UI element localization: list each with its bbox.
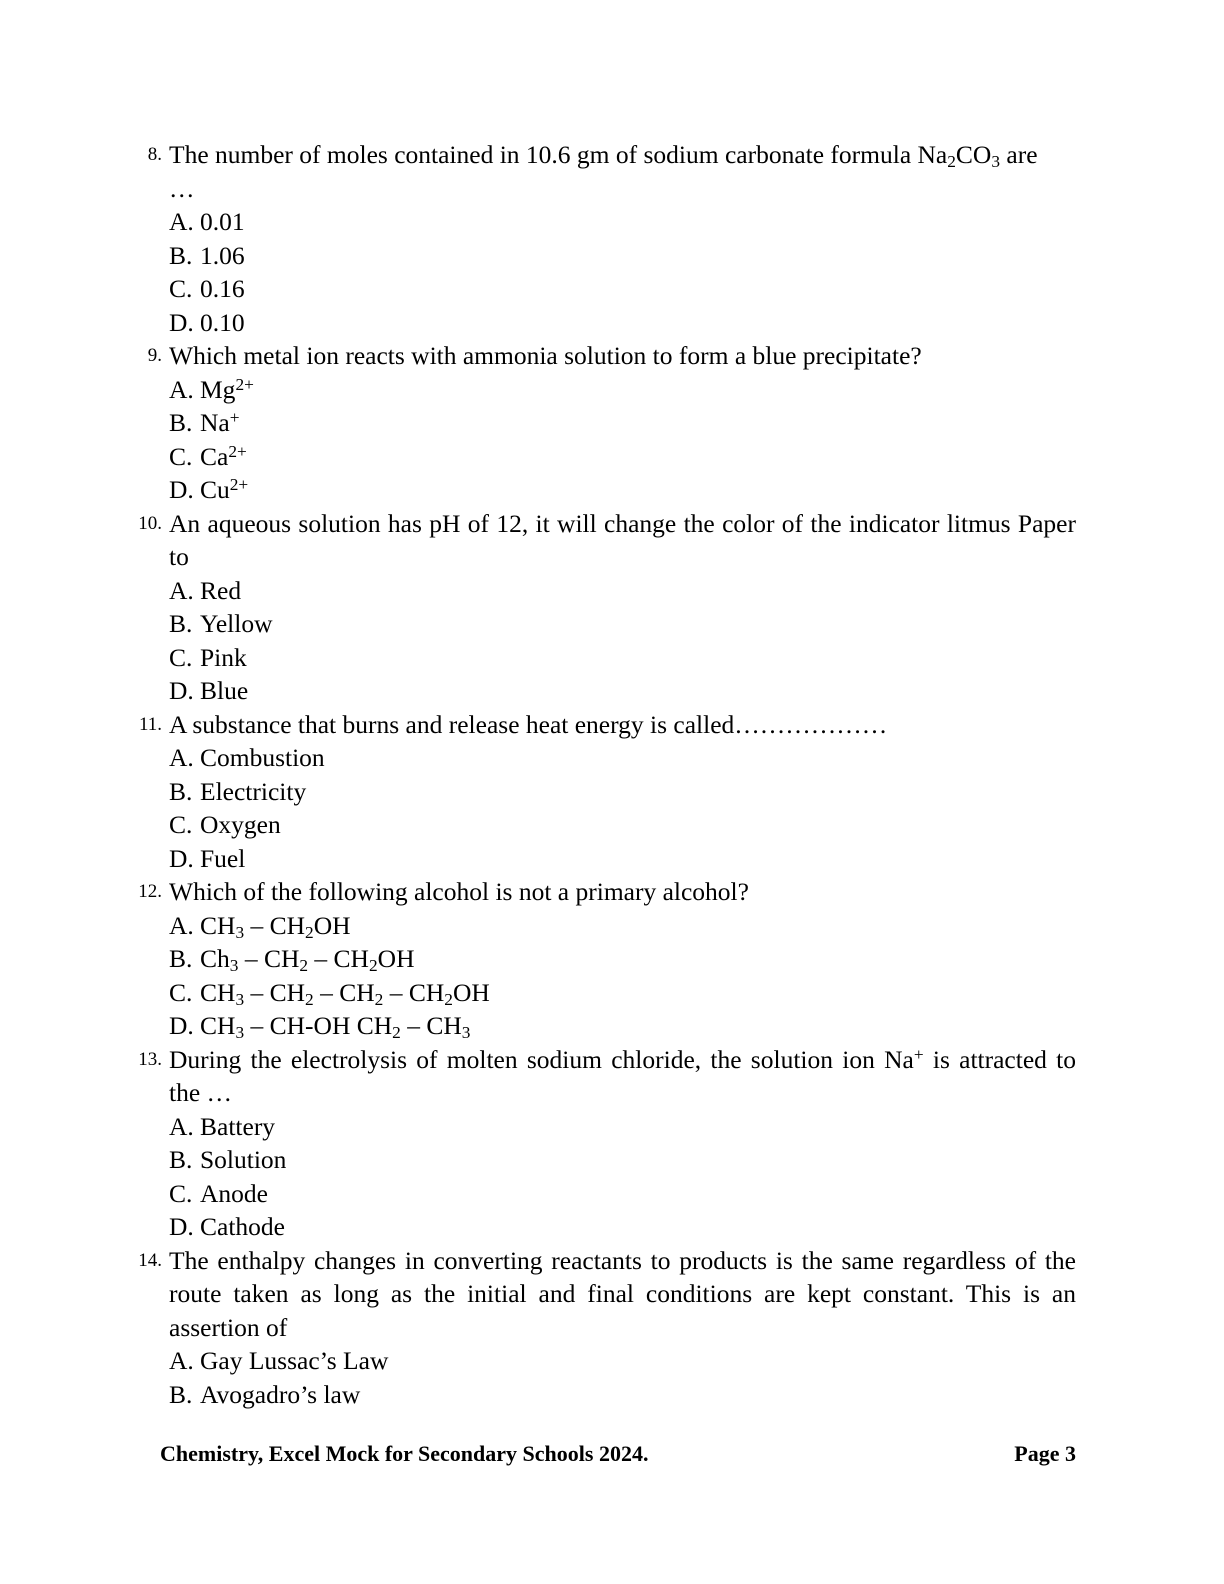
- option-a[interactable]: [169, 1344, 1076, 1378]
- option-d[interactable]: [169, 306, 1076, 340]
- question-13: [128, 1043, 1076, 1244]
- option-c[interactable]: [169, 1177, 1076, 1211]
- question-14: [128, 1244, 1076, 1412]
- question-stem: During the electrolysis of molten sodium chloride, the solution ion Na+ is attracted to the …: [169, 1044, 1076, 1107]
- option-text: 1.06: [200, 240, 245, 270]
- question-number: 10.: [138, 512, 162, 534]
- option-letter: B.: [169, 240, 193, 270]
- question-stem: The enthalpy changes in converting reactants to products is the same regardless of the route taken as long as the initial and final conditions are kept constant. This is an assertion of: [169, 1245, 1076, 1342]
- option-d[interactable]: [169, 674, 1076, 708]
- question-9: [128, 339, 1076, 507]
- option-c[interactable]: [169, 641, 1076, 675]
- question-stem: Which metal ion reacts with ammonia solution to form a blue precipitate?: [169, 341, 922, 370]
- option-text: $Cu^{2+}$: [200, 475, 249, 504]
- option-a[interactable]: [169, 373, 1076, 407]
- footer-subject-title: Chemistry, Excel Mock for Secondary Schools 2024.: [160, 1441, 649, 1466]
- option-text: Combustion: [200, 743, 325, 772]
- footer-page-number: Page 3: [1014, 1441, 1076, 1466]
- option-b[interactable]: [169, 775, 1076, 809]
- option-text: Anode: [200, 1178, 268, 1208]
- question-number: 13.: [138, 1048, 162, 1070]
- question-stem-continuation: …: [169, 173, 195, 203]
- option-a[interactable]: [169, 741, 1076, 775]
- option-text: Solution: [200, 1145, 287, 1174]
- option-letter: D.: [169, 1212, 194, 1241]
- question-number: 11.: [138, 713, 162, 735]
- option-text: $CH_3 - CH-OH$ $CH_2 - CH_3$: [200, 1011, 471, 1043]
- option-letter: A.: [169, 910, 194, 940]
- option-letter: D.: [169, 307, 194, 337]
- option-text: Cathode: [200, 1212, 285, 1241]
- option-text: Battery: [200, 1111, 276, 1141]
- option-b[interactable]: [169, 1378, 1076, 1412]
- option-text: $Mg^{2+}$: [200, 374, 254, 404]
- option-letter: D.: [169, 676, 194, 705]
- option-letter: A.: [169, 374, 194, 404]
- option-b[interactable]: [169, 239, 1076, 273]
- option-a[interactable]: [169, 1110, 1076, 1144]
- option-text: Red: [200, 575, 242, 605]
- option-letter: C.: [169, 274, 193, 303]
- option-letter: B.: [169, 1379, 193, 1409]
- option-letter: D.: [169, 843, 194, 873]
- option-letter: B.: [169, 944, 193, 973]
- option-c[interactable]: [169, 976, 1076, 1010]
- option-text: $Ch_3 - CH_2 - CH_2OH$: [200, 944, 415, 976]
- question-8: [128, 138, 1076, 339]
- question-body: [169, 708, 1076, 876]
- question-stem: An aqueous solution has pH of 12, it will change the color of the indicator litmus Paper to: [169, 508, 1076, 571]
- question-number: 14.: [138, 1249, 162, 1271]
- question-body: [169, 1244, 1076, 1412]
- option-letter: C.: [169, 977, 193, 1007]
- option-list: [169, 1110, 1076, 1244]
- option-letter: B.: [169, 1145, 193, 1174]
- option-a[interactable]: [169, 909, 1076, 943]
- option-c[interactable]: [169, 440, 1076, 474]
- option-letter: C.: [169, 810, 193, 839]
- option-c[interactable]: [169, 808, 1076, 842]
- question-12: [128, 875, 1076, 1043]
- option-list: [169, 574, 1076, 708]
- option-letter: D.: [169, 1011, 194, 1040]
- option-text: $Ca^{2+}$: [200, 441, 247, 471]
- option-letter: A.: [169, 575, 194, 605]
- option-b[interactable]: [169, 942, 1076, 976]
- question-stem: Which of the following alcohol is not a primary alcohol?: [169, 877, 749, 906]
- question-number: 8.: [147, 144, 162, 165]
- page-footer: [160, 1440, 1076, 1468]
- option-a[interactable]: [169, 205, 1076, 239]
- option-text: Electricity: [200, 776, 307, 806]
- option-text: $CH_3 - CH_2 - CH_2 - CH_2OH$: [200, 977, 490, 1009]
- question-body: [169, 1043, 1076, 1244]
- option-letter: C.: [169, 1178, 193, 1208]
- option-letter: C.: [169, 441, 193, 471]
- option-text: 0.16: [200, 274, 245, 303]
- option-b[interactable]: [169, 406, 1076, 440]
- question-body: [169, 875, 1076, 1043]
- question-body: [169, 339, 1076, 507]
- option-letter: A.: [169, 743, 194, 772]
- option-text: 0.01: [200, 207, 245, 236]
- question-stem: A substance that burns and release heat energy is called………………: [169, 709, 888, 739]
- option-text: Gay Lussac’s Law: [200, 1346, 389, 1375]
- question-number: 9.: [147, 345, 162, 366]
- option-b[interactable]: [169, 1143, 1076, 1177]
- option-c[interactable]: [169, 272, 1076, 306]
- option-letter: D.: [169, 475, 194, 504]
- option-letter: B.: [169, 609, 193, 638]
- option-list: [169, 373, 1076, 507]
- option-text: Fuel: [200, 843, 246, 873]
- option-letter: B.: [169, 776, 193, 806]
- option-d[interactable]: [169, 1009, 1076, 1043]
- option-list: [169, 741, 1076, 875]
- option-d[interactable]: [169, 842, 1076, 876]
- question-body: [169, 138, 1076, 339]
- question-11: [128, 708, 1076, 876]
- question-number: 12.: [138, 881, 162, 902]
- option-list: [169, 909, 1076, 1043]
- option-text: Oxygen: [200, 810, 281, 839]
- option-text: $CH_3 - CH_2OH$: [200, 910, 351, 942]
- option-letter: C.: [169, 642, 193, 672]
- option-list: [169, 205, 1076, 339]
- option-text: Blue: [200, 676, 249, 705]
- option-letter: A.: [169, 207, 194, 236]
- option-text: 0.10: [200, 307, 245, 337]
- question-body: [169, 507, 1076, 708]
- option-text: Yellow: [200, 609, 273, 638]
- option-b[interactable]: [169, 607, 1076, 641]
- option-list: [169, 1344, 1076, 1411]
- option-text: Avogadro’s law: [200, 1379, 361, 1409]
- option-letter: B.: [169, 408, 193, 437]
- option-a[interactable]: [169, 574, 1076, 608]
- option-letter: A.: [169, 1111, 194, 1141]
- option-d[interactable]: [169, 473, 1076, 507]
- question-list: [128, 138, 1076, 1411]
- question-stem: The number of moles contained in 10.6 gm of sodium carbonate formula $Na_2CO_3$ are: [169, 140, 1038, 172]
- option-text: Pink: [200, 642, 247, 672]
- question-10: [128, 507, 1076, 708]
- option-letter: A.: [169, 1346, 194, 1375]
- option-d[interactable]: [169, 1210, 1076, 1244]
- option-text: Na+: [200, 408, 240, 437]
